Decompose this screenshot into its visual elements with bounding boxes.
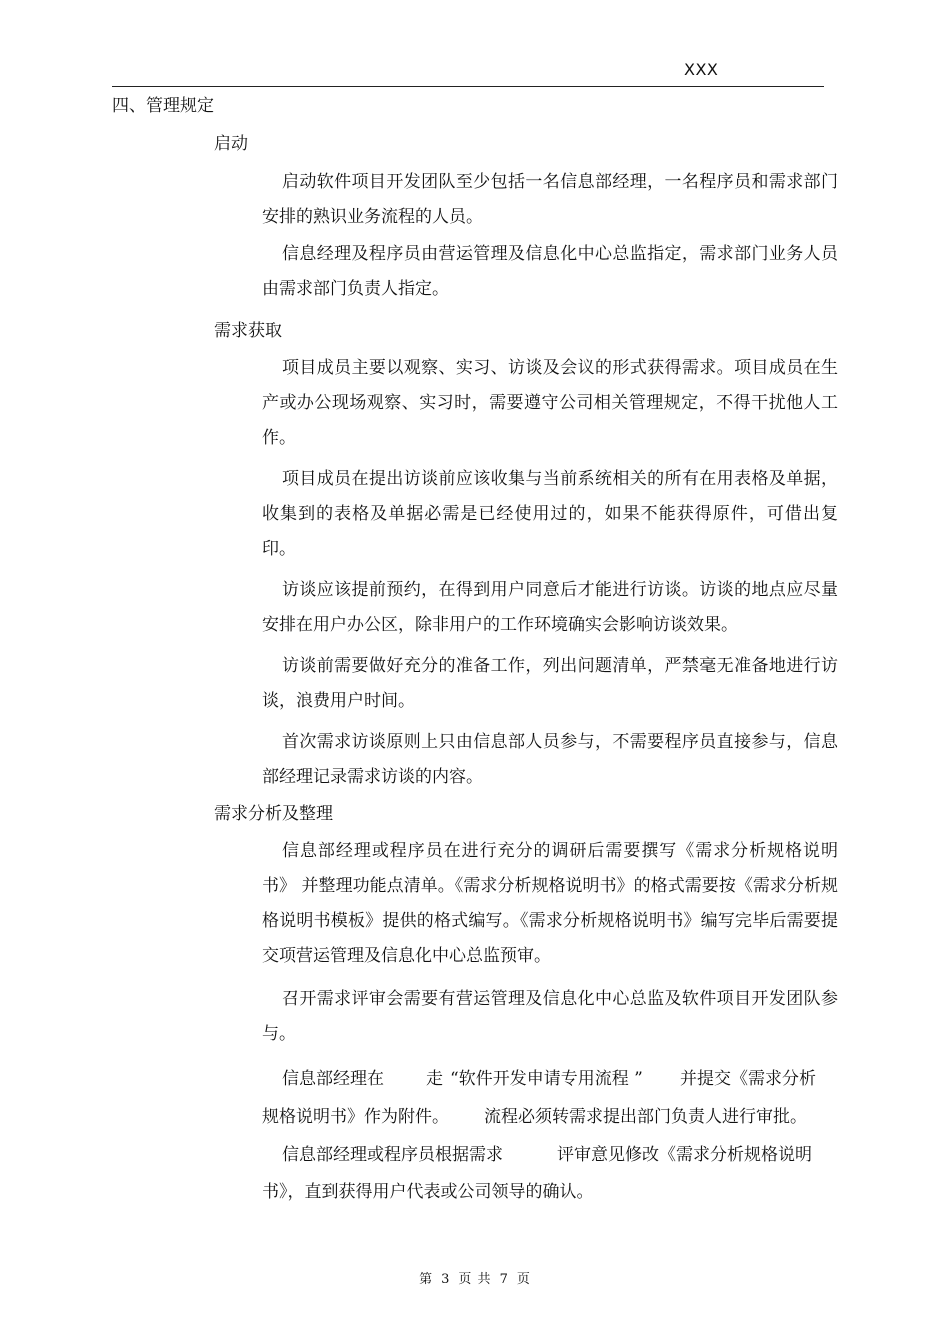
paragraph-analysis-3-part-d: 并提交《需求分析 (680, 1069, 816, 1089)
section-title: 四、管理规定 (112, 96, 214, 116)
paragraph-acquire-2: 项目成员在提出访谈前应该收集与当前系统相关的所有在用表格及单据，收集到的表格及单据必需是已经使用过的，如果不能获得原件，可借出复印。 (262, 469, 838, 559)
paragraph-analysis-4-part-b: 评审意见修改《需求分析规格说明 (557, 1145, 812, 1165)
subsection-title-acquire: 需求获取 (214, 321, 282, 341)
paragraph-start-1: 启动软件项目开发团队至少包括一名信息部经理，一名程序员和需求部门安排的熟识业务流程的人员。 (262, 172, 838, 227)
paragraph-analysis-3-part-f: 流程必须转需求提出部门负责人进行审批。 (484, 1107, 807, 1127)
footer-total-pages: 7 (499, 1272, 509, 1287)
footer-prefix: 第 (419, 1272, 434, 1287)
subsection-title-start: 启动 (214, 134, 248, 154)
paragraph-acquire-1: 项目成员主要以观察、实习、访谈及会议的形式获得需求。项目成员在生产或办公现场观察、实习时，需要遵守公司相关管理规定，不得干扰他人工作。 (262, 358, 838, 448)
paragraph-analysis-3-part-e: 规格说明书》作为附件。 (262, 1107, 449, 1127)
paragraph-analysis-3-part-b: 走 (426, 1069, 443, 1089)
footer-current-page: 3 (441, 1272, 451, 1287)
footer-suffix: 页 (516, 1272, 531, 1287)
paragraph-analysis-3-part-a: 信息部经理在 (282, 1069, 384, 1089)
paragraph-analysis-2: 召开需求评审会需要有营运管理及信息化中心总监及软件项目开发团队参与。 (262, 989, 838, 1044)
subsection-title-analysis: 需求分析及整理 (214, 804, 333, 824)
paragraph-analysis-1: 信息部经理或程序员在进行充分的调研后需要撰写《需求分析规格说明书》 并整理功能点清单。《需求分析规格说明书》的格式需要按《需求分析规格说明书模板》提供的格式编写。《需求分析规格说明书》编写完毕后需要提交项营运管理及信息化中心总监预审。 (262, 841, 838, 966)
paragraph-analysis-3-part-c: “软件开发申请专用流程 ” (450, 1069, 643, 1089)
footer-mid: 页 共 (458, 1272, 492, 1287)
paragraph-analysis-4-part-a: 信息部经理或程序员根据需求 (282, 1145, 503, 1165)
paragraph-acquire-4: 访谈前需要做好充分的准备工作，列出问题清单，严禁毫无准备地进行访谈，浪费用户时间。 (262, 656, 838, 711)
paragraph-start-2: 信息经理及程序员由营运管理及信息化中心总监指定，需求部门业务人员由需求部门负责人指定。 (262, 244, 838, 299)
paragraph-analysis-4-part-c: 书》，直到获得用户代表或公司领导的确认。 (262, 1182, 594, 1202)
header-divider (112, 86, 824, 87)
page-footer (0, 1268, 950, 1287)
paragraph-acquire-5: 首次需求访谈原则上只由信息部人员参与，不需要程序员直接参与，信息部经理记录需求访谈的内容。 (262, 732, 838, 787)
paragraph-acquire-3: 访谈应该提前预约，在得到用户同意后才能进行访谈。访谈的地点应尽量安排在用户办公区，除非用户的工作环境确实会影响访谈效果。 (262, 580, 838, 635)
page-header: XXX (684, 60, 719, 79)
